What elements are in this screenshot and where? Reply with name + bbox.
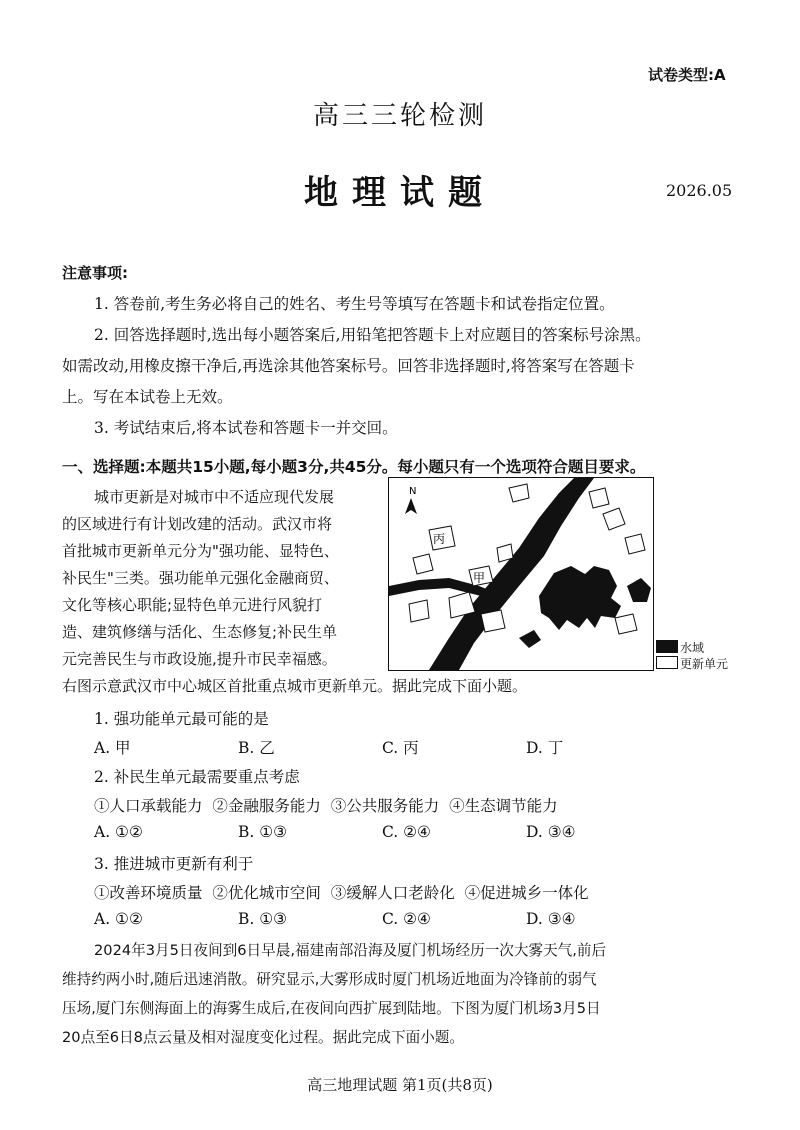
q2-statements: ①人口承载能力 ②金融服务能力 ③公共服务能力 ④生态调节能力 <box>94 797 558 815</box>
q3-option-b[interactable]: B. ①③ <box>238 910 288 928</box>
renewal-unit <box>615 614 637 634</box>
q3-option-d[interactable]: D. ③④ <box>526 910 576 928</box>
passage1-line: 首批城市更新单元分为"强功能、显特色、 <box>62 542 339 560</box>
notice-line-5: 3. 考试结束后,将本试卷和答题卡一并交回。 <box>94 419 398 437</box>
q1-option-d[interactable]: D. 丁 <box>526 739 564 757</box>
urban-renewal-map <box>388 477 654 671</box>
passage1-line: 右图示意武汉市中心城区首批重点城市更新单元。据此完成下面小题。 <box>62 677 528 695</box>
passage1-line: 元完善民生与市政设施,提升市民幸福感。 <box>62 650 337 668</box>
question-2-stem: 2. 补民生单元最需要重点考虑 <box>94 768 300 786</box>
renewal-unit <box>589 488 609 508</box>
legend-unit <box>656 655 728 672</box>
renewal-unit <box>603 508 625 530</box>
passage2-line: 2024年3月5日夜间到6日早晨,福建南部沿海及厦门机场经历一次大雾天气,前后 <box>94 942 607 959</box>
q2-option-b[interactable]: B. ①③ <box>238 823 288 841</box>
lake-water <box>519 630 541 648</box>
q1-option-b[interactable]: B. 乙 <box>238 739 275 757</box>
passage2-line: 20点至6日8点云量及相对湿度变化过程。据此完成下面小题。 <box>62 1029 464 1046</box>
question-1-stem: 1. 强功能单元最可能的是 <box>94 710 269 728</box>
notice-heading: 注意事项: <box>62 264 128 282</box>
q1-option-c[interactable]: C. 丙 <box>382 739 419 757</box>
exam-date: 2026.05 <box>666 181 733 200</box>
unit-label-bing: 丙 <box>433 532 446 546</box>
page-footer: 高三地理试题 第1页(共8页) <box>307 1076 493 1094</box>
passage1-line: 的区域进行有计划改建的活动。武汉市将 <box>62 515 333 533</box>
unit-swatch <box>656 656 678 669</box>
passage2-line: 维持约两小时,随后迅速消散。研究显示,大雾形成时厦门机场近地面为冷锋前的弱气 <box>62 971 597 988</box>
q2-option-a[interactable]: A. ①② <box>94 823 143 841</box>
notice-line-2: 2. 回答选择题时,选出每小题答案后,用铅笔把答题卡上对应题目的答案标号涂黑。 <box>94 326 651 344</box>
q2-option-d[interactable]: D. ③④ <box>526 823 576 841</box>
exam-type-label: 试卷类型:A <box>648 66 726 84</box>
q3-statements: ①改善环境质量 ②优化城市空间 ③缓解人口老龄化 ④促进城乡一体化 <box>94 884 589 902</box>
passage1-line: 造、建筑修缮与活化、生态修复;补民生单 <box>62 623 338 641</box>
map-drawing <box>389 478 653 670</box>
q1-option-a[interactable]: A. 甲 <box>94 739 131 757</box>
q3-option-a[interactable]: A. ①② <box>94 910 143 928</box>
water-swatch <box>656 640 678 653</box>
north-arrow-icon <box>405 498 417 514</box>
legend-water-label: 水域 <box>680 641 705 655</box>
renewal-unit <box>409 600 429 622</box>
unit-label-jia: 甲 <box>473 571 486 585</box>
legend-water <box>656 639 704 656</box>
passage1-line: 文化等核心职能;显特色单元进行风貌打 <box>62 596 323 614</box>
q2-option-c[interactable]: C. ②④ <box>382 823 431 841</box>
section-1-heading: 一、选择题:本题共15小题,每小题3分,共45分。每小题只有一个选项符合题目要求。 <box>62 458 646 476</box>
renewal-unit <box>509 484 529 502</box>
passage1-line: 补民生"三类。强功能单元强化金融商贸、 <box>62 569 339 587</box>
subject-title: 地理试题 <box>304 173 496 213</box>
north-label: N <box>409 486 417 497</box>
east-lake-water <box>539 566 621 630</box>
renewal-unit <box>625 534 645 554</box>
lake-water <box>627 578 651 602</box>
notice-line-4: 上。写在本试卷上无效。 <box>62 388 233 406</box>
passage2-line: 压场,厦门东侧海面上的海雾生成后,在夜间向西扩展到陆地。下图为厦门机场3月5日 <box>62 1000 601 1017</box>
exam-title: 高三三轮检测 <box>312 101 487 131</box>
renewal-unit <box>481 610 505 632</box>
renewal-unit <box>413 554 433 574</box>
notice-line-1: 1. 答卷前,考生务必将自己的姓名、考生号等填写在答题卡和试卷指定位置。 <box>94 295 615 313</box>
legend-unit-label: 更新单元 <box>680 657 729 671</box>
notice-line-3: 如需改动,用橡皮擦干净后,再选涂其他答案标号。回答非选择题时,将答案写在答题卡 <box>62 357 635 375</box>
q3-option-c[interactable]: C. ②④ <box>382 910 431 928</box>
question-3-stem: 3. 推进城市更新有利于 <box>94 855 254 873</box>
passage1-line: 城市更新是对城市中不适应现代发展 <box>94 488 335 506</box>
